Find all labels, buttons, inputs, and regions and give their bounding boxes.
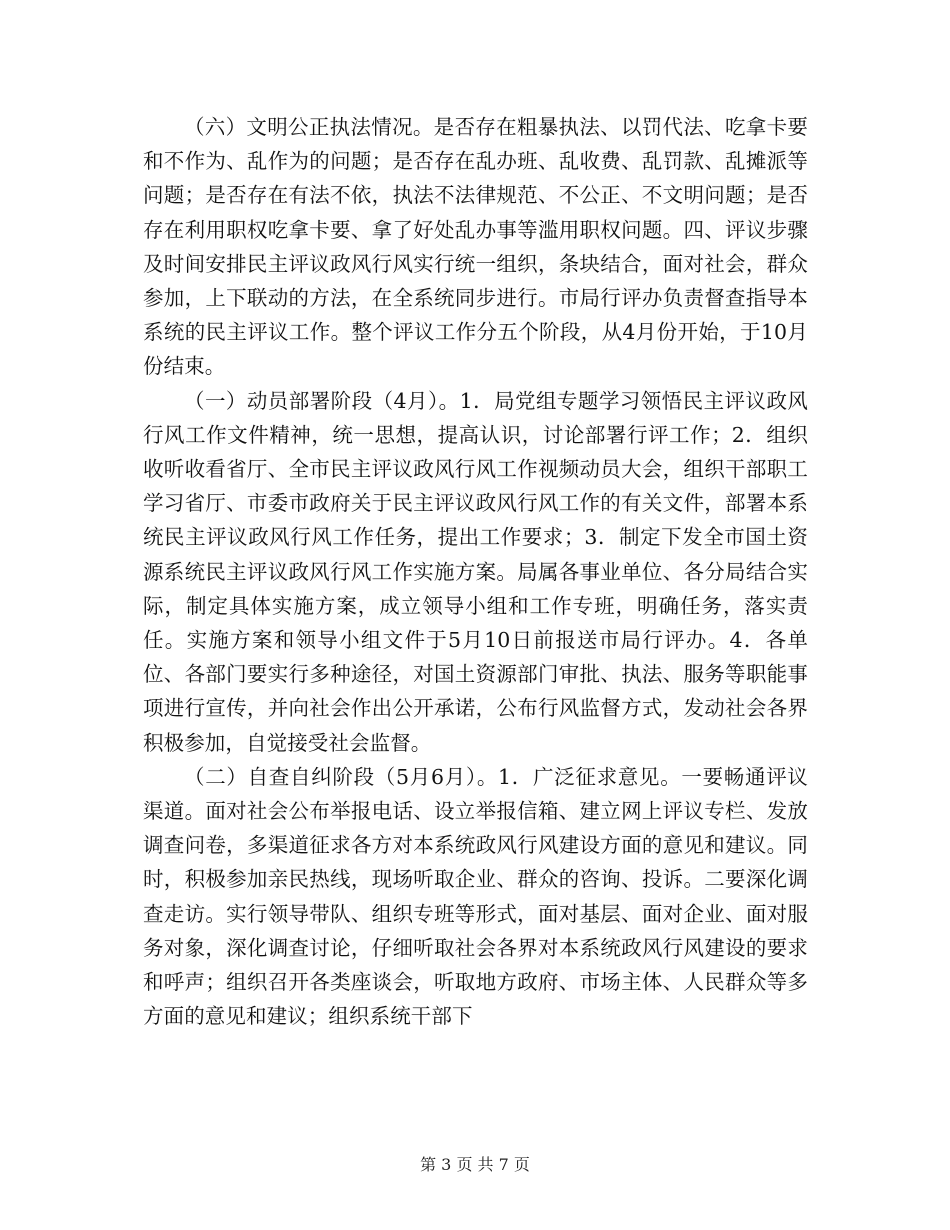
document-body (143, 110, 808, 1033)
paragraph-self-inspection-stage: （二）自查自纠阶段（5月6月）。1．广泛征求意见。一要畅通评议渠道。面对社会公布举报电话、设立举报信箱、建立网上评议专栏、发放调查问卷，多渠道征求各方对本系统政风行风建设方面的意见和建议。同时，积极参加亲民热线，现场听取企业、群众的咨询、投诉。二要深化调查走访。实行领导带队、组织专班等形式，面对基层、面对企业、面对服务对象，深化调查讨论，仔细听取社会各界对本系统政风行风建设的要求和呼声；组织召开各类座谈会，听取地方政府、市场主体、人民群众等多方面的意见和建议；组织系统干部下 (143, 764, 808, 1029)
paragraph-civilized-law-enforcement: （六）文明公正执法情况。是否存在粗暴执法、以罚代法、吃拿卡要和不作为、乱作为的问题；是否存在乱办班、乱收费、乱罚款、乱摊派等问题；是否存在有法不依，执法不法律规范、不公正、不文明问题；是否存在利用职权吃拿卡要、拿了好处乱办事等滥用职权问题。四、评议步骤及时间安排民主评议政风行风实行统一组织，条块结合，面对社会，群众参加，上下联动的方法，在全系统同步进行。市局行评办负责督查指导本系统的民主评议工作。整个评议工作分五个阶段，从4月份开始，于10月份结束。 (143, 115, 808, 379)
paragraph-mobilization-stage: （一）动员部署阶段（4月）。1．局党组专题学习领悟民主评议政风行风工作文件精神，统一思想，提高认识，讨论部署行评工作；2．组织收听收看省厅、全市民主评议政风行风工作视频动员大会，组织干部职工学习省厅、市委市政府关于民主评议政风行风工作的有关文件，部署本系统民主评议政风行风工作任务，提出工作要求；3．制定下发全市国土资源系统民主评议政风行风工作实施方案。局属各事业单位、各分局结合实际，制定具体实施方案，成立领导小组和工作专班，明确任务，落实责任。实施方案和领导小组文件于5月10日前报送市局行评办。4．各单位、各部门要实行多种途径，对国土资源部门审批、执法、服务等职能事项进行宣传，并向社会作出公开承诺，公布行风监督方式，发动社会各界积极参加，自觉接受社会监督。 (143, 388, 808, 755)
page-footer (0, 1155, 950, 1175)
page-number-label: 第 3 页 共 7 页 (420, 1155, 530, 1174)
